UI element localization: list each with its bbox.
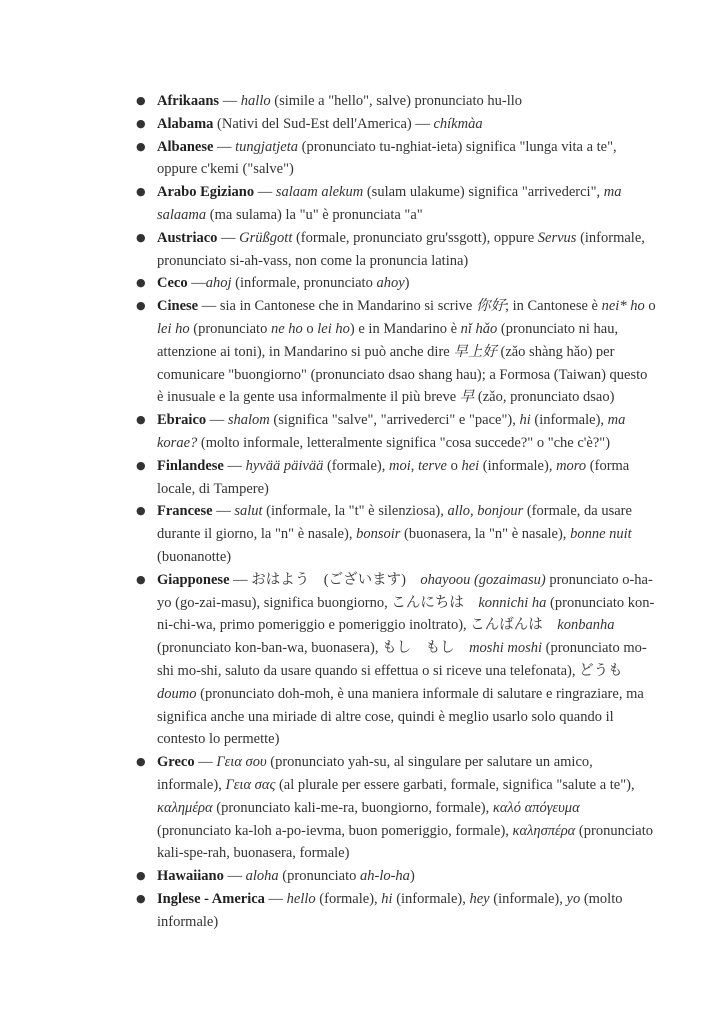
greeting-term: lei ho (157, 320, 190, 337)
list-item (136, 500, 657, 568)
greeting-term: bonjour (477, 503, 524, 520)
greeting-term: Γεια σου (216, 754, 267, 771)
list-item (136, 272, 657, 295)
language-name: Ebraico (157, 412, 207, 429)
description-text: (informale, la "t" è silenziosa), (262, 503, 448, 520)
description-text: (formale, da usare durante il giorno, la "n" è nasale), (157, 503, 632, 543)
greeting-term: hi (519, 412, 531, 429)
bullet-icon: ● (136, 572, 146, 586)
greeting-term: hi (381, 890, 393, 907)
description-text: (molto informale, letteralmente significa "cosa succede?" o "che c'è?") (197, 434, 611, 451)
description-text: ) (404, 275, 410, 292)
description-text: (pronunciato kali-spe-rah, buonasera, formale) (157, 822, 654, 862)
description-text: (informale), (530, 412, 608, 429)
bullet-icon: ● (136, 755, 146, 769)
bullet-icon: ● (136, 94, 146, 107)
greeting-term: shalom (227, 412, 270, 429)
language-name: Greco (157, 754, 195, 771)
description-text: — (219, 93, 241, 109)
description-text: — (206, 412, 228, 429)
bullet-icon: ● (136, 276, 146, 290)
bullet-icon: ● (136, 116, 146, 130)
greeting-term: hei (461, 457, 480, 474)
description-text: (formale, pronunciato gru'ssgott), oppure (292, 229, 538, 246)
greeting-term: hello (286, 890, 316, 907)
greeting-term: nǐ hǎo (460, 320, 498, 337)
greeting-term: hey (469, 890, 490, 907)
bullet-icon: ● (136, 185, 146, 199)
description-text: ) e in Mandarino è (349, 320, 461, 337)
description-text: (informale, pronunciato si-ah-vass, non come la pronuncia latina) (157, 229, 645, 269)
greeting-term: moi (388, 457, 411, 474)
description-text: (ma sulama) la "u" è pronunciata "a" (206, 206, 423, 223)
description-text: — (187, 275, 206, 292)
list-item (136, 90, 657, 113)
greeting-term: bonne nuit (570, 526, 632, 543)
greeting-term: Γεια σας (225, 776, 276, 793)
description-text: (pronunciato (278, 868, 360, 885)
description-text: (zǎo shàng hǎo) per comunicare "buongiorno" (pronunciato dsao shang hau); a Formosa (Taiwan) questo è inusuale e la gente usa informalmente il più breve (157, 343, 648, 406)
description-text: (informale), (479, 457, 557, 474)
description-text: (significa "salve", "arrivederci" e "pace"), (269, 412, 520, 429)
description-text: (formale), (315, 890, 382, 907)
description-text: — おはよう (ございます) (229, 571, 421, 588)
greeting-term: 你好 (475, 298, 505, 315)
description-text: — (212, 503, 235, 520)
language-name: Austriaco (157, 229, 218, 246)
greeting-term: ohayoou (gozaimasu) (420, 571, 546, 588)
description-text: (informale), (392, 890, 470, 907)
greeting-term: moshi moshi (469, 640, 542, 657)
language-name: Afrikaans (157, 93, 220, 109)
language-name: Albanese (157, 138, 214, 155)
description-text: (pronunciato yah-su, al singulare per salutare un amico, informale), (157, 754, 593, 793)
description-text: (pronunciato doh-moh, è una maniera informale di salutare e ringraziare, ma significa anche una miriade di altre cose, quindi è meglio usarlo solo quando il contesto lo permette) (157, 685, 644, 748)
description-text: — (194, 754, 217, 771)
greeting-term: salut (234, 503, 263, 520)
description-text: (al plurale per essere garbati, formale, significa "salute a te"), (275, 776, 635, 793)
greeting-term: hyvää päivää (245, 457, 324, 474)
list-item (136, 888, 657, 934)
description-text: (pronunciato kon-ban-wa, buonasera), もし もし (157, 640, 470, 657)
description-text: (molto informale) (157, 890, 623, 930)
bullet-icon: ● (136, 413, 146, 427)
greeting-term: chíkmàa (433, 115, 483, 132)
greeting-term: 早 (459, 389, 475, 406)
language-name: Finlandese (157, 457, 224, 474)
description-text: — (264, 890, 287, 907)
list-item (136, 569, 657, 751)
language-name: Arabo Egiziano (157, 184, 255, 201)
greeting-term: Grüßgott (239, 229, 293, 246)
list-item (136, 181, 657, 227)
greeting-term: hallo (240, 93, 271, 109)
list-item (136, 865, 657, 888)
greeting-term: ahoj (205, 275, 232, 292)
description-text: , (470, 503, 478, 520)
greeting-term: ahoy (376, 275, 405, 292)
language-name: Alabama (157, 115, 214, 132)
description-text: (pronunciato ka-loh a-po-ievma, buon pomeriggio, formale), (157, 822, 513, 839)
language-name: Francese (157, 503, 213, 520)
language-name: Giapponese (157, 571, 230, 588)
greeting-term: lei ho (317, 320, 350, 337)
description-text: (zǎo, pronunciato dsao) (474, 389, 615, 406)
greeting-term: καλό απόγευμα (492, 799, 580, 816)
description-text: , (410, 457, 418, 474)
greeting-term: konbanha (557, 617, 615, 634)
bullet-icon: ● (136, 139, 146, 153)
description-text: (pronunciato tu-nghiat-ieta) significa "lunga vita a te", oppure c'kemi ("salve") (157, 138, 617, 178)
language-name: Inglese - America (157, 890, 265, 907)
greeting-term: aloha (245, 868, 279, 885)
greeting-term: tungjatjeta (235, 138, 298, 155)
description-text: ) (409, 868, 415, 885)
description-text: — (213, 138, 236, 155)
description-text: — (223, 457, 246, 474)
description-text: — (217, 229, 240, 246)
greeting-term: ah-lo-ha (360, 868, 410, 885)
list-item (136, 136, 657, 182)
greeting-term: yo (566, 890, 581, 907)
greeting-term: doumo (157, 685, 197, 702)
greeting-term: terve (417, 457, 447, 474)
greeting-term: nei* ho (601, 298, 645, 315)
description-text: o (302, 320, 318, 337)
list-item (136, 113, 657, 136)
description-text: (informale), (489, 890, 567, 907)
description-text: (pronunciato ni hau, attenzione ai toni), in Mandarino si può anche dire (157, 320, 619, 360)
description-text: (sulam ulakume) significa "arrivederci", (363, 184, 604, 201)
description-text: (formale), (323, 457, 389, 474)
greeting-term: Servus (537, 229, 577, 246)
description-text: (pronunciato (189, 320, 271, 337)
description-text: (buonasera, la "n" è nasale), (400, 526, 571, 543)
greeting-term: konnichi ha (478, 594, 547, 611)
greeting-term: salaam alekum (275, 184, 364, 201)
description-text: (buonanotte) (157, 548, 232, 565)
description-text: o (446, 457, 462, 474)
description-text: — sia in Cantonese che in Mandarino si scrive (198, 298, 476, 315)
greeting-term: ma salaama (157, 184, 622, 223)
greetings-list (136, 90, 657, 933)
greeting-term: ma korae? (157, 412, 626, 451)
bullet-icon: ● (136, 299, 146, 313)
list-item (136, 409, 657, 455)
description-text: (Nativi del Sud-Est dell'America) — (213, 115, 434, 132)
bullet-icon: ● (136, 869, 146, 883)
list-item (136, 227, 657, 273)
greeting-term: καλησπέρα (512, 822, 576, 839)
description-text: (simile a "hello", salve) pronunciato hu-llo (270, 93, 523, 109)
greeting-term: bonsoir (356, 526, 401, 543)
description-text: (pronunciato kon-ni-chi-wa, primo pomeriggio e pomeriggio inoltrato), こんばんは (157, 594, 655, 634)
greeting-term: 早上好 (453, 343, 497, 360)
description-text: (informale, pronunciato (231, 275, 377, 292)
greeting-term: allo (447, 503, 471, 520)
description-text: — (223, 868, 246, 885)
description-text: (pronunciato mo-shi mo-shi, saluto da usare quando si effettua o si riceve una telefonata), どうも (157, 640, 647, 679)
description-text: o (644, 298, 656, 315)
description-text: (forma locale, di Tampere) (157, 457, 630, 497)
description-text: pronunciato o-ha-yo (go-zai-masu), significa buongiorno, こんにちは (157, 571, 653, 611)
description-text: — (254, 184, 276, 201)
list-item (136, 455, 657, 501)
description-text: ; in Cantonese è (504, 298, 602, 315)
greeting-term: moro (556, 457, 587, 474)
language-name: Ceco (157, 275, 188, 292)
bullet-icon: ● (136, 230, 146, 244)
greeting-term: ne ho (270, 320, 303, 337)
bullet-icon: ● (136, 458, 146, 472)
description-text: (pronunciato kali-me-ra, buongiorno, formale), (212, 799, 493, 816)
list-item (136, 751, 657, 865)
bullet-icon: ● (136, 504, 146, 518)
list-item (136, 295, 657, 409)
bullet-icon: ● (136, 891, 146, 905)
language-name: Cinese (157, 298, 199, 315)
language-name: Hawaiiano (157, 868, 224, 885)
greeting-term: καλημέρα (157, 799, 213, 816)
